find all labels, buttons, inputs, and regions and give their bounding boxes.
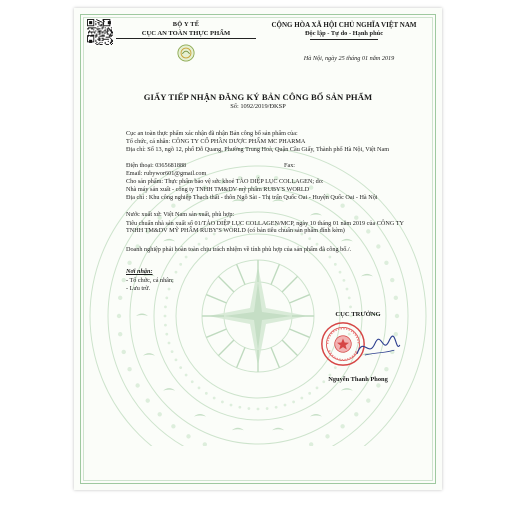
document-title: GIẤY TIẾP NHẬN ĐĂNG KÝ BẢN CÔNG BỐ SẢN PHẨM bbox=[143, 92, 373, 102]
fax-line: Fax: bbox=[284, 162, 296, 169]
recipient-item: - Lưu trữ. bbox=[126, 285, 151, 292]
agency-emblem-icon bbox=[177, 44, 195, 62]
manufacturer-line: Nhà máy sản xuất - công ty TNHH TM&DV mỹ phẩm RUBY'S WORLD bbox=[126, 186, 310, 193]
document-number: Số: 1092/2019/ĐKSP bbox=[230, 103, 286, 110]
agency-parent: BỘ Y TẾ bbox=[172, 21, 200, 28]
standard-line: Tiêu chuẩn nhà sản xuất số 01/TẢO DIỆP LỤC COLLAGEN/MCP, ngày 10 tháng 01 năm 2019 của CÔNG TY TNHH TM&DV MỸ PHẨM RUBY'S WORLD (có bản tiêu chuẩn sản phẩm đính kèm) bbox=[126, 220, 404, 235]
issue-date: Hà Nội, ngày 25 tháng 01 năm 2019 bbox=[303, 55, 395, 62]
qr-code-icon bbox=[87, 19, 113, 45]
intro-text: Cục an toàn thực phẩm xác nhận đã nhận Bản công bố sản phẩm của: bbox=[126, 130, 298, 137]
certificate-document bbox=[74, 8, 442, 490]
origin-line: Nước xuất xứ: Việt Nam sản xuất, phù hợp: bbox=[126, 211, 235, 218]
responsibility-line: Doanh nghiệp phải hoàn toàn chịu trách nhiệm về tính phù hợp của sản phẩm đã công bố./. bbox=[126, 246, 352, 253]
email-line: Email: rubywor601@gmail.com bbox=[126, 170, 207, 177]
signer-name: Nguyễn Thanh Phong bbox=[328, 376, 388, 383]
motto-underline bbox=[310, 39, 378, 40]
org-line: Tổ chức, cá nhân: CÔNG TY CỔ PHẦN DƯỢC PHẨM MC PHARMA bbox=[126, 138, 306, 145]
recipients-label: Nơi nhận: bbox=[126, 268, 153, 275]
address-line: Địa chỉ: Số 13, ngõ 12, phố Đỗ Quang, Phường Trung Hoà, Quận Cầu Giấy, Thành phố Hà Nội, Việt Nam bbox=[126, 146, 390, 153]
recipient-item: - Tổ chức, cá nhân; bbox=[126, 277, 174, 284]
agency-name: CỤC AN TOÀN THỰC PHẨM bbox=[116, 30, 256, 39]
nation-title: CỘNG HÒA XÃ HỘI CHỦ NGHĨA VIỆT NAM bbox=[271, 21, 417, 29]
signer-title: CỤC TRƯỞNG bbox=[335, 311, 381, 318]
factory-address-line: Địa chỉ : Khu công nghiệp Thạch thất - thôn Ngô Sài - Thị trấn Quốc Oai - Huyện Quốc Oai - Hà Nội bbox=[126, 194, 378, 201]
phone-line: Điện thoại: 0365681888 bbox=[126, 162, 187, 169]
nation-motto: Độc lập - Tự do - Hạnh phúc bbox=[304, 30, 384, 37]
handwritten-signature-icon bbox=[354, 330, 402, 364]
product-line: Cho sản phẩm: Thực phẩm bảo vệ sức khoẻ TẢO DIỆP LỤC COLLAGEN; do: bbox=[126, 178, 324, 185]
